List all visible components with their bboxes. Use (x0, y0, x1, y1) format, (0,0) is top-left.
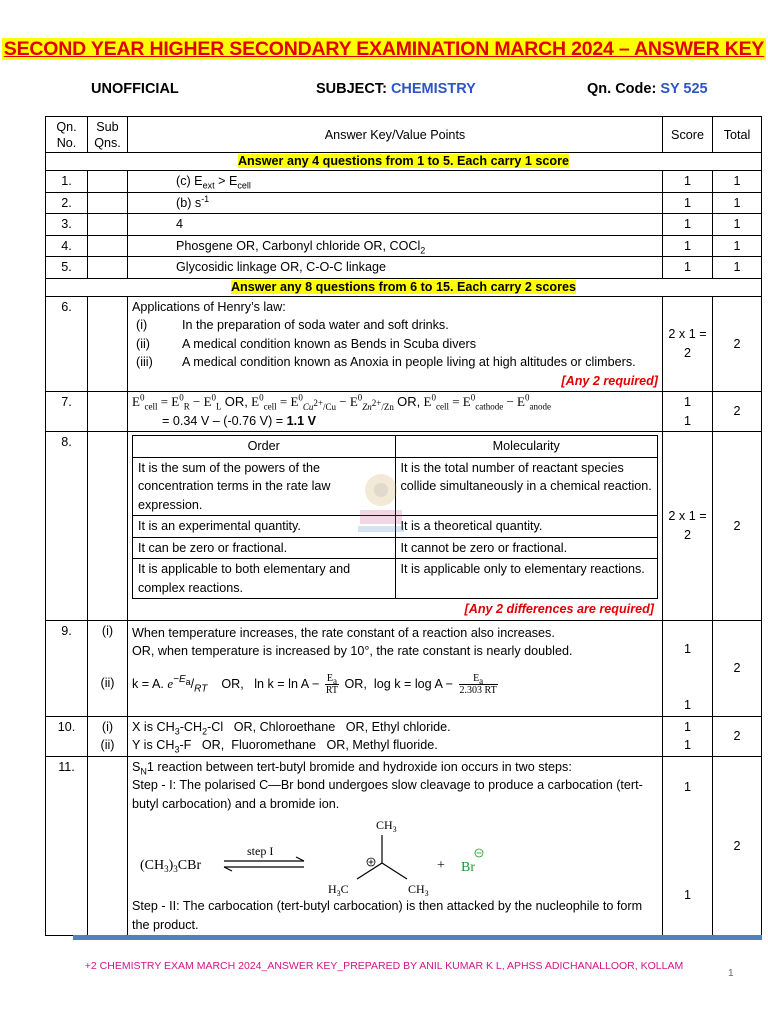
ch3-right: $CH_3$ (408, 882, 429, 897)
sn1-step1-reaction-diagram (132, 813, 659, 897)
section-header-1: Answer any 4 questions from 1 to 5. Each carry 1 score (46, 153, 762, 171)
note-any-2: [Any 2 required] (561, 373, 658, 388)
table-row: 6. Applications of Henry’s law: (i) In the preparation of soda water and soft drinks. (ii) A medical condition known as Bends in Scuba divers (iii) A medical condition known as Anoxia in people living at high altitudes or climbers. [Any 2 required] 2 x 1 = 2 2 (46, 296, 762, 392)
answer-9: When temperature increases, the rate constant of a reaction also increases. OR, when temperature is increased by 10°, the rate constant is nearly doubled. k = A. $e^{-E_a}/_{RT}$ OR, ln k = ln A − $\frac{E_a}{RT}$ OR, log k = log A − $\frac{E_a}{2.303 RT}$ (128, 620, 663, 716)
page-title: SECOND YEAR HIGHER SECONDARY EXAMINATION MARCH 2024 – ANSWER KEY (3, 38, 765, 60)
answer-3: 4 (128, 214, 663, 236)
col-sub-qns: Sub Qns. (88, 117, 128, 153)
footer-credit: +2 CHEMISTRY EXAM MARCH 2024_ANSWER KEY_PREPARED BY ANIL KUMAR K L, APHSS ADICHANALLOOR, KOLLAM (84, 960, 684, 972)
col-qn-no: Qn. No. (46, 117, 88, 153)
table-row: 3. 4 1 1 (46, 214, 762, 236)
question-code: Qn. Code: SY 525 (587, 81, 708, 97)
table-row: 11. $S_N1$ reaction between tert-butyl bromide and hydroxide ion occurs in two steps: Step - I: The polarised C—Br bond undergoes slow cleavage to produce a carbocation (tert-butyl carbocation) and a bromide ion. $(CH_3)_3CBr$ step I $CH_3$ $H_3C$ $CH_3$ + Br Step - II: The carbocation (tert-butyl carbocation) is then attacked by the nucleophile to form the product. 1 1 2 (46, 756, 762, 936)
ch3-top: $CH_3$ (376, 818, 397, 834)
page-number: 1 (728, 968, 734, 979)
subject: SUBJECT: CHEMISTRY (316, 81, 476, 97)
table-row: 4. Phosgene OR, Carbonyl chloride OR, COCl$_2$ 1 1 (46, 235, 762, 257)
bromide-ion: Br (461, 860, 475, 875)
table-row: 9. (i) (ii) When temperature increases, the rate constant of a reaction also increases. OR, when temperature is increased by 10°, the rate constant is nearly doubled. k = A. $e^{-E_a}/_{RT}$ OR, ln k = ln A − $\frac{E_a}{RT}$ OR, log k = log A − $\frac{E_a}{2.303 RT}$ 1 1 2 (46, 620, 762, 716)
answer-7: $E^0_{cell} = E^0_R - E^0_L$ OR, $E^0_{cell} = E^0_{Cu^{2+}/Cu} - E^0_{Zn^{2+}/Zn}$ OR, $E^0_{cell} = E^0_{cathode} - E^0_{anode}$ = 0.34 V – (-0.76 V) = 1.1 V (128, 392, 663, 432)
h3c-label: $H_3C$ (328, 882, 349, 897)
col-score: Score (663, 117, 713, 153)
order-molecularity-table: Order Molecularity It is the sum of the powers of the concentration terms in the rate law expression. It is the total number of reactant species collide simultaneously in a chemical reaction. It is an experimental quantity. It is a theoretical quantity. It can be zero or fractional. It cannot be zero or fractional. It is applicable to both elementary and complex reactions. It is applicable only to elementary reactions. (132, 435, 658, 599)
reactant-formula: $(CH_3)_3CBr$ (140, 858, 202, 874)
plus-sign: + (437, 858, 445, 873)
answer-1: (c) $E_{ext} > E_{cell}$ (128, 171, 663, 193)
col-answer: Answer Key/Value Points (128, 117, 663, 153)
answer-10: X is $CH_3-CH_2-Cl$ OR, Chloroethane OR, Ethyl chloride. Y is $CH_3-F$ OR, Fluoromethane OR, Methyl fluoride. (128, 716, 663, 756)
hss-watermark-logo (352, 466, 410, 546)
table-row: 2. (b) $s^{-1}$ 1 1 (46, 192, 762, 214)
table-row: 1. (c) $E_{ext} > E_{cell}$ 1 1 (46, 171, 762, 193)
col-total: Total (713, 117, 762, 153)
table-row: 5. Glycosidic linkage OR, C-O-C linkage 1 1 (46, 257, 762, 279)
table-row: 10. (i) (ii) X is $CH_3-CH_2-Cl$ OR, Chloroethane OR, Ethyl chloride. Y is $CH_3-F$ OR, Fluoromethane OR, Methyl fluoride. 1 1 2 (46, 716, 762, 756)
answer-5: Glycosidic linkage OR, C-O-C linkage (128, 257, 663, 279)
answer-6: Applications of Henry’s law: (i) In the preparation of soda water and soft drinks. (ii) A medical condition known as Bends in Scuba divers (iii) A medical condition known as Anoxia in people living at high altitudes or climbers. [Any 2 required] (128, 296, 663, 392)
section-header-2: Answer any 8 questions from 6 to 15. Each carry 2 scores (46, 278, 762, 296)
table-row: 7. $E^0_{cell} = E^0_R - E^0_L$ OR, $E^0_{cell} = E^0_{Cu^{2+}/Cu} - E^0_{Zn^{2+}/Zn}$ OR, $E^0_{cell} = E^0_{cathode} - E^0_{anode}$ = 0.34 V – (-0.76 V) = 1.1 V 1 1 2 (46, 392, 762, 432)
arrow-label: step I (247, 844, 274, 858)
answer-11: $S_N1$ reaction between tert-butyl bromide and hydroxide ion occurs in two steps: Step - I: The polarised C—Br bond undergoes slow cleavage to produce a carbocation (tert-butyl carbocation) and a bromide ion. $(CH_3)_3CBr$ step I $CH_3$ $H_3C$ $CH_3$ + Br Step - II: The carbocation (tert-butyl carbocation) is then attacked by the nucleophile to form the product. (128, 756, 663, 936)
answer-4: Phosgene OR, Carbonyl chloride OR, COCl$_2$ (128, 235, 663, 257)
answer-2: (b) $s^{-1}$ (128, 192, 663, 214)
unofficial-label: UNOFFICIAL (91, 81, 179, 97)
table-row: 8. Order Molecularity It is the sum of the powers of the concentration terms in the rate law expression. It is the total number of reactant species collide simultaneously in a chemical reaction. It is an experimental quantity. It is a theoretical quantity. It can be zero or fractional. It cannot be zero or fractional. It is applicable to both elementary and complex reactions. It is applicable only to elementary reactions. [Any 2 differences are required] 2 x 1 = 2 2 (46, 432, 762, 621)
footer-divider (73, 935, 762, 940)
note-any-2-differences: [Any 2 differences are required] (464, 602, 654, 616)
table-header-row (46, 117, 762, 153)
